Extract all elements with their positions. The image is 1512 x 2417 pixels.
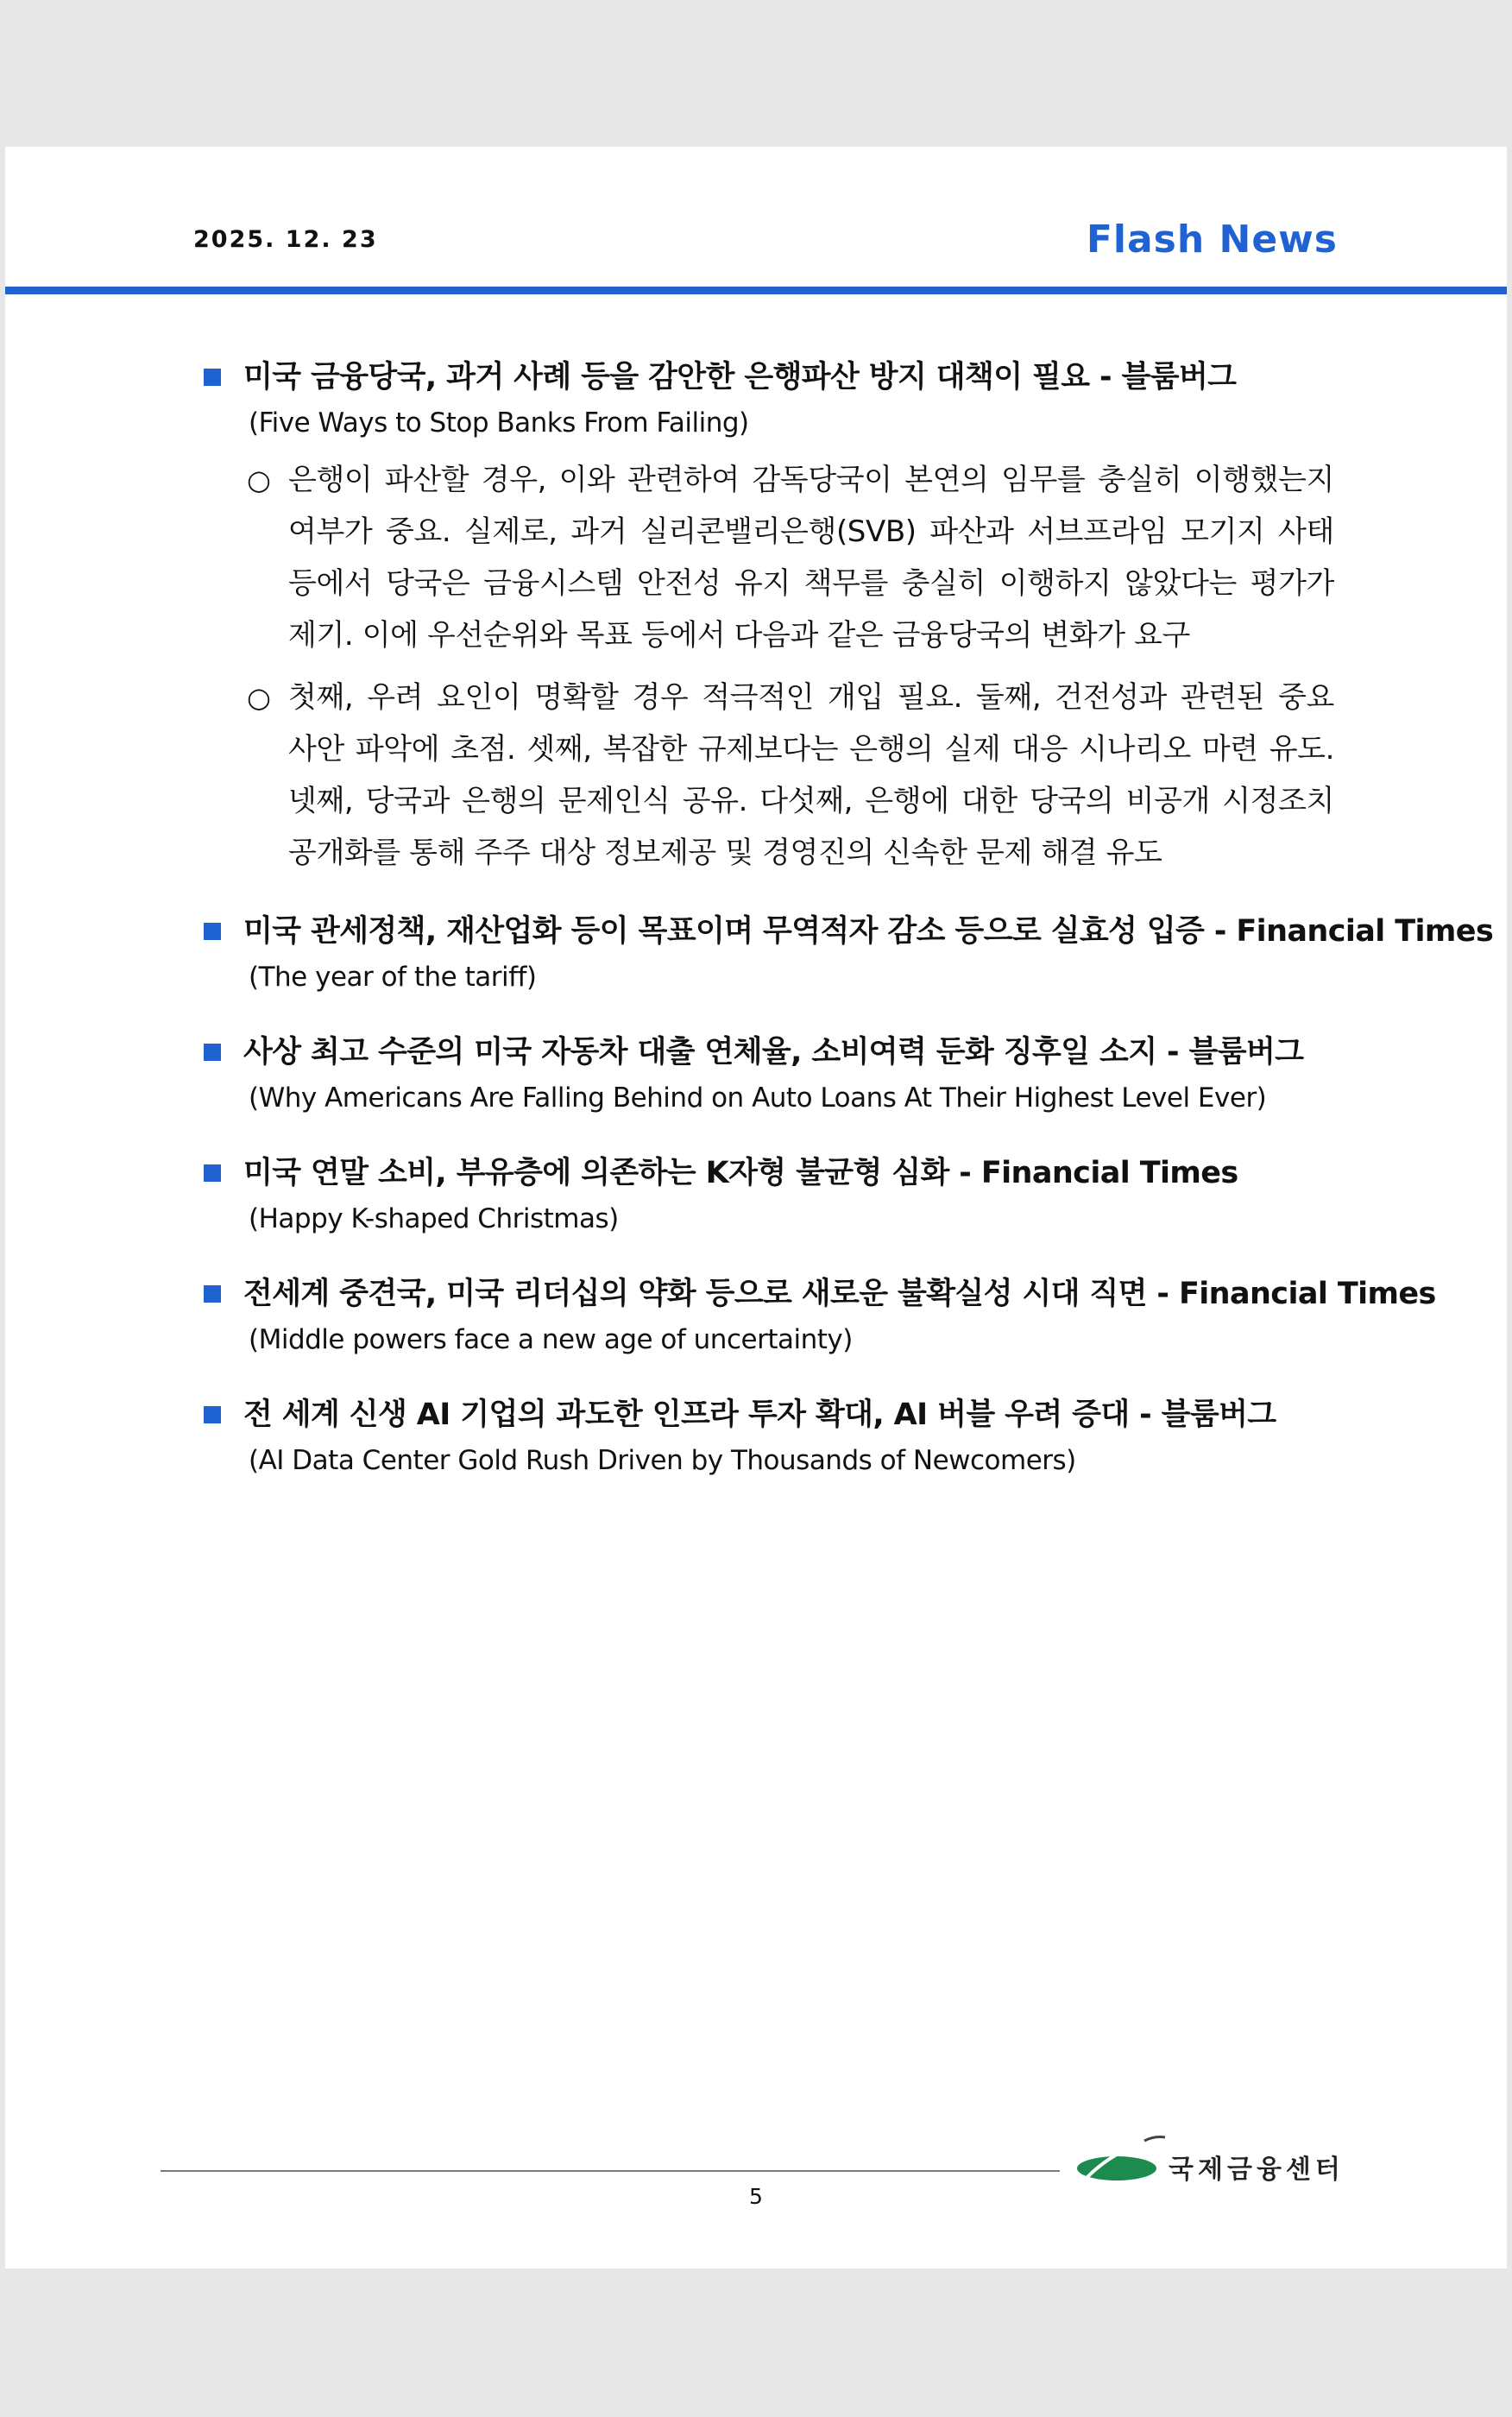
news-item <box>204 1150 1334 1241</box>
square-bullet-icon <box>204 1044 221 1061</box>
news-headline <box>204 354 1334 401</box>
news-subtitle: (Five Ways to Stop Banks From Failing) <box>249 407 749 439</box>
square-bullet-icon <box>204 1285 221 1303</box>
news-headline <box>204 1271 1436 1317</box>
report-date: 2025. 12. 23 <box>193 226 378 253</box>
news-list <box>204 354 1494 1512</box>
circle-bullet-icon: ○ <box>247 681 271 714</box>
news-item <box>204 908 1494 1000</box>
circle-bullet-icon: ○ <box>247 464 271 496</box>
header-divider <box>5 287 1507 294</box>
news-item <box>204 354 1334 879</box>
document-page <box>5 147 1507 2269</box>
square-bullet-icon <box>204 1164 221 1182</box>
news-subtitle: (Happy K-shaped Christmas) <box>249 1203 619 1234</box>
headline-text: 전세계 중견국, 미국 리더십의 약화 등으로 새로운 불확실성 시대 직면 - Financial Times <box>243 1277 1436 1311</box>
news-item <box>204 1271 1436 1362</box>
square-bullet-icon <box>204 369 221 386</box>
news-subtitle: (Middle powers face a new age of uncertainty) <box>249 1324 853 1355</box>
headline-text: 미국 관세정책, 재산업화 등이 목표이며 무역적자 감소 등으로 실효성 입증 - Financial Times <box>243 914 1494 949</box>
detail-text: 첫째, 우려 요인이 명확할 경우 적극적인 개입 필요. 둘째, 건전성과 관련된 중요 사안 파악에 초점. 셋째, 복잡한 규제보다는 은행의 실제 대응 시나리오 마련 유도. 넷째, 당국과 은행의 문제인식 공유. 다섯째, 은행에 대한 당국의 비공개 시정조치 공개화를 통해 주주 대상 정보제공 및 경영진의 신속한 문제 해결 유도 <box>288 680 1334 870</box>
logo-text: 국제금융센터 <box>1169 2155 1345 2185</box>
headline-text: 미국 금융당국, 과거 사례 등을 감안한 은행파산 방지 대책이 필요 - 블룸버그 <box>243 360 1237 394</box>
headline-text: 사상 최고 수준의 미국 자동차 대출 연체율, 소비여력 둔화 징후일 소지 - 블룸버그 <box>243 1035 1304 1070</box>
news-headline <box>204 1392 1334 1438</box>
news-item <box>204 1392 1334 1483</box>
headline-text: 전 세계 신생 AI 기업의 과도한 인프라 투자 확대, AI 버블 우려 증대 - 블룸버그 <box>243 1398 1276 1432</box>
detail-text: 은행이 파산할 경우, 이와 관련하여 감독당국이 본연의 임무를 충실히 이행했는지 여부가 중요. 실제로, 과거 실리콘밸리은행(SVB) 파산과 서브프라임 모기지 사태 등에서 당국은 금융시스템 안전성 유지 책무를 충실히 이행하지 않았다는 평가가 제기. 이에 우선순위와 목표 등에서 다음과 같은 금융당국의 변화가 요구 <box>288 463 1334 653</box>
news-details <box>247 454 1334 879</box>
headline-text: 미국 연말 소비, 부유층에 의존하는 K자형 불균형 심화 - Financial Times <box>243 1156 1238 1190</box>
report-title: Flash News <box>1086 218 1338 262</box>
news-item <box>204 1029 1334 1120</box>
footer-divider <box>161 2170 1060 2172</box>
page-number: 5 <box>749 2184 763 2209</box>
detail-item <box>247 672 1334 879</box>
news-headline <box>204 1029 1334 1076</box>
news-headline <box>204 908 1494 955</box>
news-headline <box>204 1150 1334 1196</box>
square-bullet-icon <box>204 923 221 940</box>
news-subtitle: (The year of the tariff) <box>249 962 537 993</box>
news-subtitle: (AI Data Center Gold Rush Driven by Thousands of Newcomers) <box>249 1445 1076 1476</box>
square-bullet-icon <box>204 1406 221 1423</box>
detail-item <box>247 454 1334 661</box>
news-subtitle: (Why Americans Are Falling Behind on Auto Loans At Their Highest Level Ever) <box>249 1082 1267 1114</box>
